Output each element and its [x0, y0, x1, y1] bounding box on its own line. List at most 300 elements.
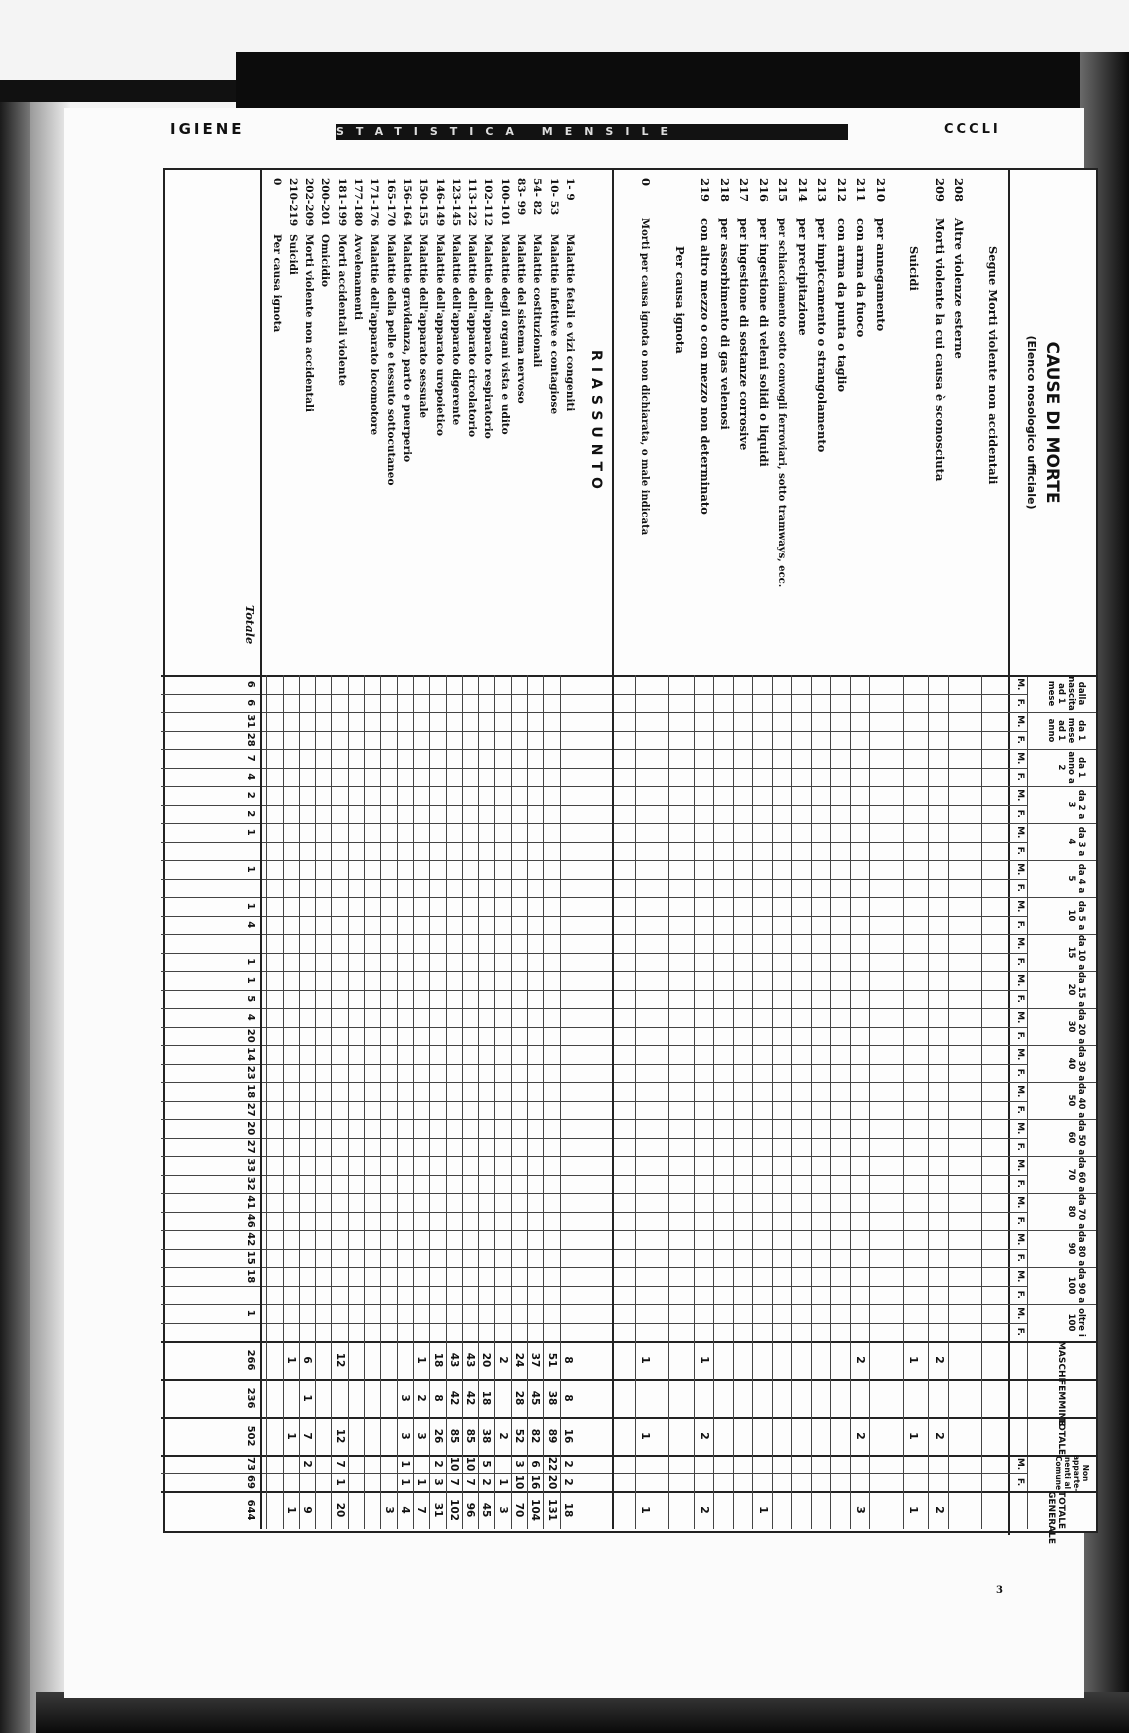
- column-rule: [161, 1267, 1096, 1268]
- riassunto-code: 165-170: [384, 178, 397, 227]
- riassunto-cell: 85: [464, 1428, 477, 1444]
- sex-f-header: F.: [1015, 846, 1025, 855]
- summary-cell: 1: [639, 1506, 653, 1514]
- row-rule: [260, 170, 262, 1529]
- totale-cell: 6: [245, 680, 257, 688]
- cause-name: Morti violente la cui causa è sconosciuta: [933, 218, 947, 482]
- totale-cell: 14: [245, 1047, 257, 1062]
- row-rule: [870, 675, 871, 1529]
- riassunto-name: Omicidio: [319, 234, 332, 287]
- sex-m-header: M.: [1015, 1270, 1025, 1283]
- sex-m-header: M.: [1015, 1011, 1025, 1024]
- row-rule: [543, 675, 544, 1529]
- column-rule: [161, 1008, 1096, 1009]
- sex-m-header: M.: [1015, 937, 1025, 950]
- age-group-header: da 40 a 50: [1066, 1082, 1086, 1119]
- sex-m-header: M.: [1015, 900, 1025, 913]
- summary-column-header: Non apparte- nenti al Comune: [1054, 1455, 1090, 1492]
- row-rule: [462, 675, 463, 1529]
- cause-code: 215: [776, 178, 791, 203]
- riassunto-row-label: [320, 178, 332, 287]
- totale-cell: 1: [245, 1309, 257, 1317]
- cause-row-label: [953, 178, 967, 359]
- column-rule: [161, 675, 1096, 677]
- totale-cell: 4: [245, 921, 257, 929]
- totale-cell: 644: [245, 1499, 257, 1521]
- column-rule: [161, 712, 1096, 713]
- cause-name: per ingestione di veleni solidi o liquidi: [757, 218, 771, 467]
- totale-cell: 27: [245, 1102, 257, 1117]
- riassunto-code: 1- 9: [564, 178, 576, 201]
- riassunto-cell: 16: [562, 1428, 574, 1444]
- column-rule: [161, 953, 1028, 954]
- age-group-header: da 10 a 15: [1066, 934, 1086, 971]
- sex-m-header: M.: [1015, 1307, 1025, 1320]
- riassunto-code: 0: [270, 178, 283, 186]
- riassunto-cell: 18: [480, 1390, 493, 1406]
- cause-code: 219: [698, 178, 713, 203]
- cause-row-label: [933, 178, 947, 481]
- row-rule: [831, 675, 832, 1529]
- header-center-band: STATISTICA MENSILE: [336, 124, 848, 140]
- sex-f-header: F.: [1015, 698, 1025, 707]
- riassunto-row-label: [531, 178, 543, 367]
- age-group-header: da 90 a 100: [1066, 1267, 1086, 1304]
- riassunto-cell: 43: [464, 1352, 477, 1368]
- riassunto-cell: 3: [415, 1432, 428, 1440]
- riassunto-cell: 1: [399, 1478, 411, 1486]
- row-rule: [903, 675, 904, 1529]
- totale-cell: 236: [245, 1387, 257, 1409]
- summary-cell: 2: [698, 1432, 712, 1440]
- summary-cell: 2: [933, 1432, 946, 1440]
- riassunto-row-label: [499, 178, 511, 435]
- riassunto-code: 123-145: [449, 178, 462, 227]
- riassunto-cell: 131: [545, 1499, 558, 1521]
- row-rule: [982, 675, 983, 1529]
- row-rule: [413, 675, 414, 1529]
- riassunto-cell: 3: [382, 1506, 395, 1514]
- riassunto-name: Malattie dell'apparato uropoietico: [433, 234, 446, 437]
- riassunto-cell: 1: [399, 1460, 411, 1468]
- sex-m-header: M.: [1015, 1457, 1025, 1471]
- sex-f-header: F.: [1015, 957, 1025, 966]
- cause-code: 214: [796, 178, 810, 203]
- riassunto-cell: 1: [415, 1356, 428, 1364]
- riassunto-name: Malattie dell'apparato respiratorio: [482, 234, 495, 439]
- age-group-header: da 1 mese ad 1 anno: [1046, 717, 1086, 744]
- riassunto-cell: 8: [431, 1394, 444, 1402]
- riassunto-cell: 1: [415, 1478, 428, 1486]
- totale-cell: 2: [245, 791, 257, 799]
- riassunto-cell: 12: [333, 1428, 346, 1444]
- cause-code: 212: [835, 178, 849, 203]
- riassunto-cell: 8: [562, 1356, 574, 1364]
- riassunto-cell: 7: [464, 1478, 477, 1486]
- riassunto-code: 146-149: [433, 178, 446, 227]
- sex-f-header: F.: [1015, 1105, 1025, 1114]
- riassunto-row-label: [336, 178, 348, 386]
- riassunto-row-label: [352, 178, 364, 320]
- sex-f-header: F.: [1015, 1142, 1025, 1151]
- riassunto-cell: 24: [513, 1352, 526, 1368]
- age-group-header: da 3 a 4: [1066, 826, 1086, 857]
- cause-row-label: [908, 206, 922, 291]
- column-rule: [161, 897, 1096, 898]
- column-rule: [161, 1119, 1096, 1120]
- cause-name: con arma da fuoco: [854, 218, 869, 338]
- riassunto-name: Avvelenamenti: [352, 234, 365, 320]
- riassunto-cell: 82: [529, 1428, 542, 1444]
- riassunto-cell: 18: [562, 1502, 574, 1518]
- totale-cell: 2: [245, 810, 257, 818]
- riassunto-code: 150-155: [417, 178, 430, 227]
- riassunto-name: Per causa ignota: [270, 234, 283, 333]
- cause-name: con arma da punta o taglio: [835, 218, 849, 393]
- age-group-header: da 70 a 80: [1066, 1193, 1086, 1230]
- riassunto-cell: 10: [464, 1456, 477, 1472]
- riassunto-name: Malattie dell'apparato sessuale: [417, 234, 430, 419]
- riassunto-cell: 2: [431, 1460, 444, 1468]
- column-rule: [161, 1193, 1096, 1194]
- cause-name: Segue Morti violente non accidentali: [986, 246, 1000, 485]
- totale-cell: 69: [245, 1475, 257, 1489]
- age-group-header: da 20 a 30: [1066, 1008, 1086, 1045]
- riassunto-cell: 51: [545, 1352, 558, 1368]
- row-rule: [948, 675, 949, 1529]
- riassunto-cell: 10: [513, 1474, 526, 1490]
- sex-m-header: M.: [1015, 1085, 1025, 1098]
- column-rule: [161, 1101, 1028, 1102]
- column-rule: [161, 1138, 1028, 1139]
- riassunto-cell: 8: [562, 1394, 574, 1402]
- cause-code: 213: [815, 178, 830, 203]
- totale-cell: 18: [245, 1084, 257, 1099]
- totale-cell: 27: [245, 1139, 257, 1154]
- riassunto-cell: 104: [529, 1499, 542, 1521]
- riassunto-row-label: [368, 178, 380, 435]
- riassunto-cell: 38: [480, 1428, 493, 1444]
- riassunto-cell: 96: [464, 1502, 477, 1518]
- riassunto-cell: 1: [333, 1478, 346, 1486]
- riassunto-cell: 1: [301, 1394, 314, 1402]
- row-rule: [332, 675, 333, 1529]
- row-rule: [753, 675, 754, 1529]
- row-rule: [478, 675, 479, 1529]
- column-rule: [161, 1230, 1096, 1231]
- column-rule: [161, 971, 1096, 972]
- cause-row-label: [699, 178, 713, 515]
- riassunto-cell: 43: [447, 1352, 460, 1368]
- riassunto-cell: 3: [399, 1394, 411, 1402]
- riassunto-cell: 6: [529, 1460, 542, 1468]
- riassunto-cell: 3: [399, 1432, 411, 1440]
- sex-m-header: M.: [1015, 789, 1025, 802]
- riassunto-cell: 102: [447, 1499, 460, 1521]
- sex-m-header: M.: [1015, 715, 1025, 728]
- age-group-header: da 5 a 10: [1066, 900, 1086, 931]
- totale-cell: 31: [245, 714, 257, 729]
- column-rule: [161, 842, 1028, 843]
- totale-cell: 32: [245, 1176, 257, 1191]
- age-group-header: oltre i 100: [1066, 1308, 1086, 1337]
- riassunto-cell: 18: [431, 1352, 444, 1368]
- sex-f-header: F.: [1015, 1068, 1025, 1077]
- riassunto-code: 102-112: [482, 178, 495, 227]
- sex-f-header: F.: [1015, 1290, 1025, 1299]
- totale-cell: 42: [245, 1232, 257, 1247]
- riassunto-cell: 9: [301, 1506, 314, 1514]
- sex-m-header: M.: [1015, 678, 1025, 691]
- summary-column-header: MASCHI: [1056, 1341, 1066, 1381]
- column-rule: [161, 823, 1096, 824]
- row-rule: [429, 675, 430, 1529]
- totale-cell: 4: [245, 1013, 257, 1021]
- riassunto-row-label: [483, 178, 495, 439]
- summary-column-header: TOTALE: [1056, 1417, 1066, 1456]
- riassunto-cell: 85: [447, 1428, 460, 1444]
- column-rule: [161, 805, 1028, 806]
- totale-cell: 7: [245, 754, 257, 762]
- cause-row-label: [673, 206, 687, 354]
- column-rule: [161, 1027, 1028, 1028]
- riassunto-cell: 37: [529, 1352, 542, 1368]
- riassunto-cell: 2: [562, 1478, 574, 1486]
- row-rule: [635, 675, 636, 1529]
- riassunto-cell: 5: [480, 1460, 493, 1468]
- row-rule: [1008, 170, 1010, 1535]
- column-rule: [161, 1473, 1028, 1474]
- age-group-header: da 50 a 60: [1066, 1119, 1086, 1156]
- summary-column-header: FEMMINE: [1056, 1379, 1066, 1427]
- row-rule: [364, 675, 365, 1529]
- cause-name: per schiacciamento sotto convogli ferroviari, sotto tramways, ecc.: [776, 218, 788, 588]
- sex-m-header: M.: [1015, 826, 1025, 839]
- riassunto-cell: 42: [464, 1390, 477, 1406]
- row-rule: [714, 675, 715, 1529]
- riassunto-cell: 7: [447, 1478, 460, 1486]
- riassunto-name: Morti violente non accidentali: [303, 234, 316, 413]
- summary-cell: 1: [907, 1506, 921, 1514]
- riassunto-name: Malattie gravidanza, parto e puerperio: [401, 234, 413, 463]
- row-rule: [397, 675, 398, 1529]
- sex-f-header: F.: [1015, 1477, 1025, 1487]
- riassunto-name: Malattie del sistema nervoso: [515, 234, 528, 404]
- row-rule: [495, 675, 496, 1529]
- summary-cell: 2: [854, 1356, 868, 1364]
- summary-cell: 1: [639, 1432, 653, 1440]
- cause-code: 0: [639, 178, 654, 187]
- cause-row-label: [640, 178, 654, 535]
- riassunto-cell: 2: [480, 1478, 493, 1486]
- row-rule: [792, 675, 793, 1529]
- column-rule: [161, 694, 1028, 695]
- totale-cell: 1: [245, 828, 257, 836]
- age-group-header: da 30 a 40: [1066, 1045, 1086, 1082]
- sex-m-header: M.: [1015, 1122, 1025, 1135]
- cause-code: 210: [874, 178, 888, 203]
- totale-cell: 20: [245, 1028, 257, 1043]
- row-rule: [733, 675, 734, 1529]
- footnote-star: 3: [996, 1585, 1003, 1596]
- riassunto-cell: 31: [431, 1502, 444, 1518]
- totale-cell: 1: [245, 865, 257, 873]
- column-rule: [161, 1045, 1096, 1046]
- riassunto-code: 200-201: [319, 178, 332, 227]
- column-rule: [161, 990, 1028, 991]
- cause-code: 217: [737, 178, 752, 203]
- totale-label: Totale: [243, 605, 258, 645]
- totale-cell: 6: [245, 699, 257, 707]
- riassunto-code: 156-164: [401, 178, 413, 227]
- column-rule: [161, 1175, 1028, 1176]
- row-rule: [348, 675, 349, 1529]
- mortality-table: [163, 168, 1098, 1544]
- riassunto-code: 100-101: [498, 178, 511, 227]
- riassunto-cell: 2: [415, 1394, 428, 1402]
- row-rule: [1027, 675, 1028, 1529]
- riassunto-cell: 4: [399, 1506, 411, 1514]
- cause-name: per precipitazione: [796, 218, 810, 336]
- riassunto-name: Malattie della pelle e tessuto sottocutaneo: [384, 234, 397, 486]
- riassunto-cell: 7: [301, 1432, 314, 1440]
- sex-f-header: F.: [1015, 1179, 1025, 1188]
- riassunto-title: RIASSUNTO: [588, 350, 604, 495]
- cause-code: 209: [933, 178, 947, 203]
- riassunto-name: Malattie dell'apparato locomotore: [368, 234, 381, 436]
- age-group-header: da 4 a 5: [1066, 863, 1086, 894]
- riassunto-code: 177-180: [352, 178, 365, 227]
- cause-row-label: [777, 178, 791, 587]
- age-group-header: da 60 a 70: [1066, 1156, 1086, 1193]
- riassunto-cell: 3: [496, 1506, 509, 1514]
- totale-cell: 1: [245, 958, 257, 966]
- column-rule: [161, 860, 1096, 861]
- riassunto-cell: 45: [480, 1502, 493, 1518]
- totale-cell: 4: [245, 773, 257, 781]
- cause-name: Suicidi: [907, 246, 922, 291]
- cause-code: 208: [952, 178, 967, 203]
- column-rule: [161, 934, 1096, 935]
- riassunto-row-label: [564, 178, 576, 411]
- riassunto-cell: 6: [301, 1356, 314, 1364]
- summary-cell: 2: [933, 1356, 946, 1364]
- riassunto-cell: 20: [545, 1474, 558, 1490]
- riassunto-cell: 20: [333, 1502, 346, 1518]
- cause-name: per impiccamento o strangolamento: [815, 218, 830, 453]
- top-edge-shadow: [236, 52, 1096, 110]
- cause-name: Per causa ignota: [673, 246, 687, 354]
- cause-row-label: [986, 206, 1000, 484]
- cause-row-label: [757, 178, 771, 467]
- header-right: CCCLI: [944, 122, 1001, 137]
- row-rule: [929, 675, 930, 1529]
- cause-code: 218: [718, 178, 732, 203]
- row-rule: [380, 675, 381, 1529]
- riassunto-cell: 89: [545, 1428, 558, 1444]
- row-rule: [612, 170, 614, 1529]
- summary-cell: 2: [854, 1432, 868, 1440]
- riassunto-row-label: [385, 178, 397, 486]
- column-rule: [161, 879, 1028, 880]
- riassunto-name: Malattie dell'apparato circolatorio: [466, 234, 479, 438]
- totale-cell: 33: [245, 1158, 257, 1173]
- riassunto-cell: 2: [496, 1432, 509, 1440]
- row-rule: [266, 675, 267, 1529]
- riassunto-row-label: [303, 178, 315, 412]
- row-rule: [850, 675, 851, 1529]
- riassunto-name: Malattie degli organi vista e udito: [498, 234, 511, 435]
- riassunto-cell: 70: [513, 1502, 526, 1518]
- summary-cell: 1: [698, 1356, 712, 1364]
- totale-cell: 15: [245, 1250, 257, 1265]
- riassunto-row-label: [271, 178, 283, 332]
- riassunto-name: Suicidi: [286, 234, 299, 275]
- cause-code: 216: [757, 178, 771, 203]
- riassunto-code: 171-176: [368, 178, 381, 227]
- column-rule: [161, 1323, 1028, 1324]
- riassunto-cell: 2: [562, 1460, 574, 1468]
- riassunto-cell: 12: [333, 1352, 346, 1368]
- bottom-edge-shadow: [36, 1692, 1129, 1733]
- riassunto-row-label: [434, 178, 446, 436]
- sex-f-header: F.: [1015, 920, 1025, 929]
- row-rule: [283, 675, 284, 1529]
- riassunto-cell: 3: [431, 1478, 444, 1486]
- summary-cell: 2: [933, 1506, 946, 1514]
- riassunto-cell: 16: [529, 1474, 542, 1490]
- summary-cell: 1: [907, 1432, 921, 1440]
- riassunto-name: Malattie fetali e vizi congeniti: [564, 234, 576, 412]
- summary-cell: 1: [757, 1506, 770, 1514]
- column-rule: [161, 731, 1028, 732]
- riassunto-name: Malattie infettive e contagiose: [547, 234, 560, 415]
- column-rule: [161, 749, 1096, 750]
- cause-name: Altre violenze esterne: [952, 218, 967, 359]
- cause-row-label: [835, 178, 849, 392]
- sex-m-header: M.: [1015, 1048, 1025, 1061]
- totale-cell: 18: [245, 1269, 257, 1284]
- row-rule: [299, 675, 300, 1529]
- sex-m-header: M.: [1015, 1233, 1025, 1246]
- sex-m-header: M.: [1015, 1196, 1025, 1209]
- totale-cell: 1: [245, 902, 257, 910]
- riassunto-cell: 1: [284, 1356, 297, 1364]
- riassunto-cell: 28: [513, 1390, 526, 1406]
- column-rule: [161, 1304, 1096, 1305]
- riassunto-row-label: [401, 178, 413, 462]
- riassunto-code: 210-219: [286, 178, 299, 227]
- summary-column-header: TOTALE GENERALE: [1046, 1491, 1066, 1544]
- riassunto-row-label: [287, 178, 299, 275]
- sex-f-header: F.: [1015, 735, 1025, 744]
- sex-f-header: F.: [1015, 1031, 1025, 1040]
- riassunto-cell: 42: [447, 1390, 460, 1406]
- riassunto-code: 202-209: [303, 178, 316, 227]
- column-rule: [161, 916, 1028, 917]
- top-left-shadow: [0, 80, 260, 102]
- column-rule: [161, 768, 1028, 769]
- rotated-table-wrapper: [163, 168, 1098, 1544]
- row-rule: [694, 675, 695, 1529]
- totale-cell: 502: [245, 1425, 257, 1447]
- cause-name: per assorbimento di gas velenosi: [718, 218, 732, 430]
- totale-cell: 46: [245, 1213, 257, 1228]
- column-rule: [161, 1286, 1028, 1287]
- riassunto-cell: 20: [480, 1352, 493, 1368]
- cause-row-label: [796, 178, 810, 336]
- riassunto-name: Morti accidentali violente: [335, 234, 348, 387]
